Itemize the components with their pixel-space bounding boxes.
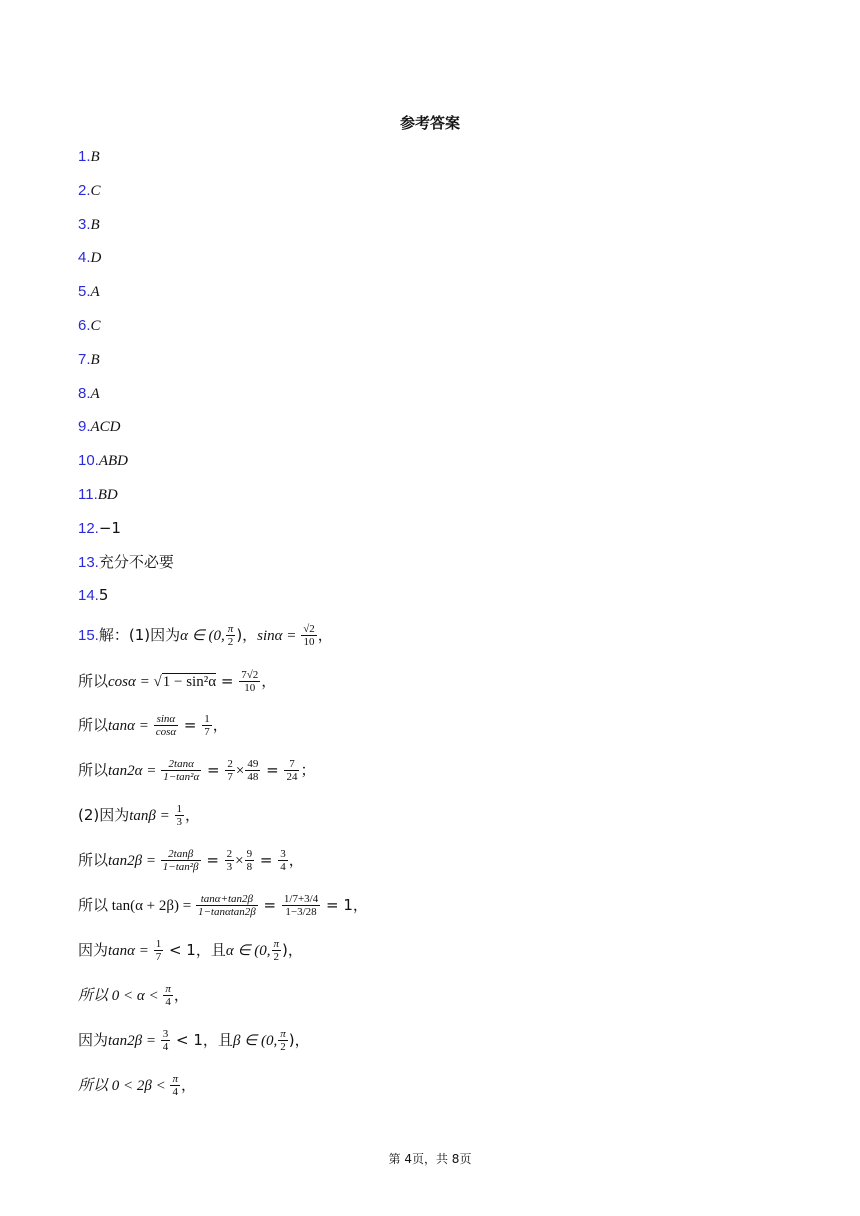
- fraction: $\frac{7}{24}$: [286, 758, 298, 783]
- text: 所以: [78, 716, 109, 734]
- fraction: $\frac{√2}{10}$: [303, 623, 315, 648]
- math: α ∈ (0,: [180, 628, 225, 644]
- answer-row: [78, 450, 128, 471]
- text: 因为: [78, 1031, 109, 1049]
- fraction: $\frac{2}{7}$: [227, 758, 233, 783]
- text: 所以: [78, 761, 109, 779]
- answer-row: [78, 484, 118, 505]
- math: =: [255, 851, 278, 869]
- answer-text: B: [90, 149, 100, 165]
- punctuation: ，: [173, 986, 189, 1004]
- answer-text: 5: [98, 586, 109, 604]
- page-footer: 第 4页，共 8页: [388, 1152, 472, 1166]
- answer-row: [78, 180, 101, 201]
- answer-row: [78, 315, 101, 336]
- fraction: $\frac{9}{8}$: [246, 848, 253, 873]
- punctuation: ，: [261, 672, 277, 690]
- answer-text: A: [90, 284, 100, 300]
- math: tan2α =: [108, 763, 161, 779]
- q15-line-3: [78, 713, 228, 738]
- fraction: $\frac{49}{48}$: [247, 758, 259, 783]
- radical-sign: √: [153, 674, 162, 690]
- math: 所以 0 < α <: [78, 988, 163, 1004]
- math: tanα =: [108, 943, 153, 959]
- math: tanα =: [108, 718, 153, 734]
- answer-text: C: [90, 183, 101, 199]
- answer-number: 11.: [78, 486, 98, 503]
- answer-text: −1: [98, 519, 121, 537]
- text: 所以: [78, 851, 109, 869]
- answer-number: 8.: [78, 385, 91, 402]
- text: (2)因为: [78, 806, 130, 824]
- answer-number: 2.: [78, 182, 91, 199]
- punctuation: ，: [288, 851, 304, 869]
- fraction: $\frac{\pi}{4}$: [172, 1073, 178, 1098]
- text: )，: [236, 626, 258, 644]
- q15-line-6: [78, 848, 304, 873]
- answer-number: 5.: [78, 283, 91, 300]
- fraction: $\frac{2\tan\beta}{\text{1−tan²β}}$: [162, 848, 199, 873]
- fraction: $\frac{1}{7}$: [155, 938, 162, 963]
- answer-number: 1.: [78, 148, 91, 165]
- punctuation: ，: [185, 806, 201, 824]
- text: < 1，且: [171, 1031, 233, 1049]
- math: =: [258, 896, 281, 914]
- answer-number: 6.: [78, 317, 91, 334]
- q15-line-10: [78, 1028, 310, 1053]
- answer-number: 10.: [78, 452, 99, 469]
- answer-text: BD: [97, 487, 118, 503]
- q15-line-1: [78, 623, 333, 648]
- math: tanβ =: [129, 808, 174, 824]
- answer-number: 3.: [78, 216, 91, 233]
- answer-text: B: [90, 217, 100, 233]
- math: sinα =: [257, 628, 301, 644]
- answer-number: 9.: [78, 418, 91, 435]
- punctuation: ；: [300, 761, 316, 779]
- q15-line-7: [78, 893, 368, 918]
- math: ×: [235, 853, 244, 869]
- answer-text: A: [90, 386, 100, 402]
- math: 所以 tan(α + 2β) =: [78, 898, 195, 914]
- answer-text: D: [90, 250, 102, 266]
- text: 因为: [78, 941, 109, 959]
- answer-number: 7.: [78, 351, 91, 368]
- compound-fraction: $\frac{1/7+3/4}{1-3/28}$: [283, 893, 319, 918]
- answer-text: ACD: [90, 419, 121, 435]
- answer-row: [78, 585, 108, 606]
- answer-row: [78, 349, 100, 370]
- answer-row: [78, 281, 100, 302]
- math: α ∈ (0,: [225, 943, 271, 959]
- q15-line-9: [78, 983, 189, 1008]
- punctuation: ，: [317, 626, 333, 644]
- math: 所以 0 < 2β <: [78, 1078, 170, 1094]
- answer-row: [78, 383, 100, 404]
- question-number: 15.: [78, 627, 99, 644]
- math: tan2β =: [108, 1033, 160, 1049]
- math: =: [179, 716, 202, 734]
- answer-row: [78, 416, 121, 437]
- math: =: [201, 851, 224, 869]
- fraction: $\frac{\sin\alpha}{\cos\alpha}$: [155, 713, 177, 738]
- radicand: 1 − sin²α: [162, 674, 217, 690]
- answer-number: 4.: [78, 249, 91, 266]
- answer-text: 充分不必要: [98, 553, 174, 571]
- answer-row: [78, 552, 174, 573]
- fraction: $\frac{3}{4}$: [162, 1028, 169, 1053]
- math: tan2β =: [108, 853, 160, 869]
- q15-line-5: [78, 803, 200, 828]
- answer-text: B: [90, 352, 100, 368]
- fraction: $\frac{1}{3}$: [176, 803, 183, 828]
- fraction: $\frac{\tan\alpha+\tan 2\beta}{1-\tan\alpha\tan 2\beta}$: [197, 893, 256, 918]
- text: < 1，且: [164, 941, 226, 959]
- punctuation: ，: [180, 1076, 196, 1094]
- math: = 1，: [321, 896, 368, 914]
- fraction: $\frac{2\tan\alpha}{\text{1−tan²α}}$: [163, 758, 200, 783]
- fraction: $\frac{3}{4}$: [280, 848, 286, 873]
- answer-row: [78, 247, 101, 268]
- q15-line-11: [78, 1073, 196, 1098]
- math: β ∈ (0,: [232, 1033, 278, 1049]
- fraction: $\frac{1}{7}$: [204, 713, 210, 738]
- answer-number: 14.: [78, 587, 99, 604]
- answer-number: 13.: [78, 554, 99, 571]
- math: cosα =: [108, 674, 154, 690]
- text: 解：(1)因为: [98, 626, 181, 644]
- fraction: $\frac{2}{3}$: [226, 848, 233, 873]
- answer-row: [78, 146, 100, 167]
- answer-number: 12.: [78, 520, 99, 537]
- fraction: $\frac{\pi}{4}$: [165, 983, 171, 1008]
- q15-line-8: [78, 938, 303, 963]
- answer-text: C: [90, 318, 101, 334]
- fraction: $\frac{7√2}{10}$: [241, 669, 259, 694]
- q15-line-2: [78, 669, 276, 694]
- answer-text: ABD: [98, 453, 129, 469]
- answer-row: [78, 214, 100, 235]
- answer-row: [78, 518, 121, 539]
- math: =: [261, 761, 284, 779]
- math: =: [216, 672, 239, 690]
- page-title: 参考答案: [399, 114, 460, 132]
- math: =: [202, 761, 225, 779]
- text: )，: [282, 941, 303, 959]
- fraction: $\frac{\pi}{2}$: [227, 623, 234, 648]
- math: ×: [235, 763, 245, 779]
- q15-line-4: [78, 758, 315, 783]
- text: 所以: [78, 672, 109, 690]
- punctuation: ，: [212, 716, 228, 734]
- fraction: $\frac{\pi}{2}$: [280, 1028, 286, 1053]
- fraction: $\frac{\pi}{2}$: [273, 938, 280, 963]
- text: )，: [288, 1031, 310, 1049]
